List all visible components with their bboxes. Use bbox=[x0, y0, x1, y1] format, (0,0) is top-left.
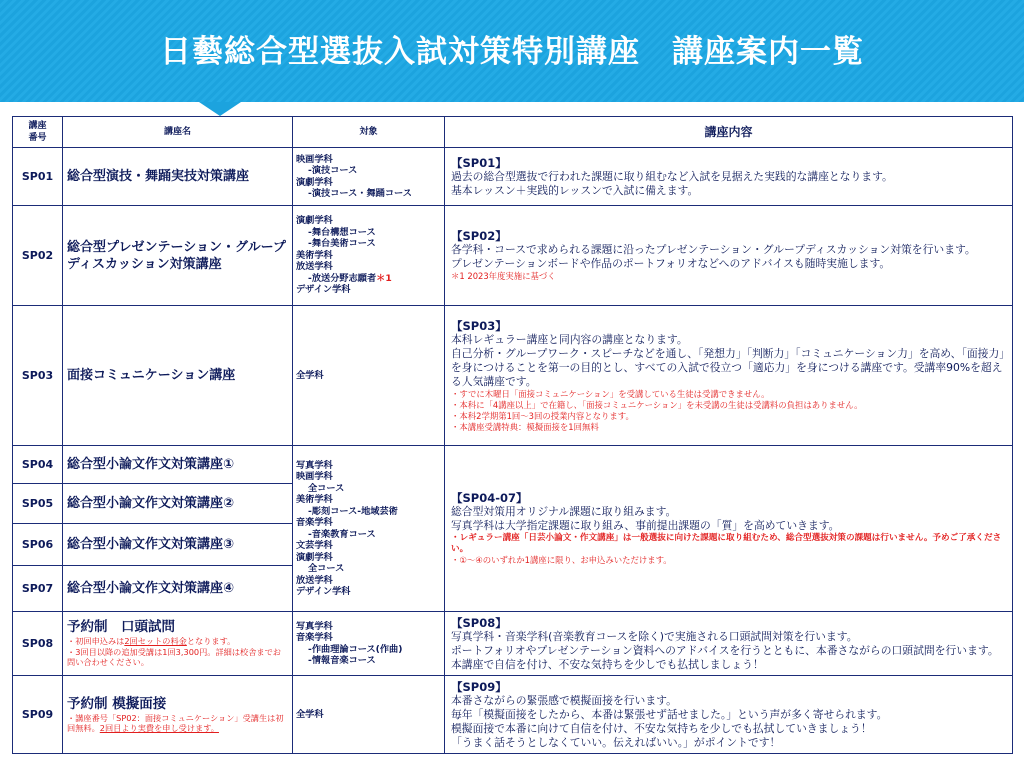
table-row bbox=[13, 446, 1013, 484]
row-name: 総合型プレゼンテーション・グループディスカッション対策講座 bbox=[63, 206, 293, 306]
row-content: 【SP02】 各学科・コースで求められる課題に沿ったプレゼンテーション・グループディスカッション対策を行います。 プレゼンテーションボードや作品のポートフォリオなどへのアドバイスも随時実施します。 ＊1 2023年度実施に基づく bbox=[445, 206, 1013, 306]
table-row bbox=[13, 676, 1013, 754]
row-code: SP05 bbox=[13, 484, 63, 524]
row-name: 総合型小論文作文対策講座④ bbox=[63, 566, 293, 612]
table-row bbox=[13, 612, 1013, 676]
page-title: 日藝総合型選抜入試対策特別講座 講座案内一覧 bbox=[160, 34, 864, 70]
row-code: SP03 bbox=[13, 306, 63, 446]
row-target: 演劇学科 -舞台構想コース -舞台美術コース 美術学科 放送学科 -放送分野志願者＊1 デザイン学科 bbox=[293, 206, 445, 306]
banner-notch-decoration bbox=[199, 102, 241, 116]
row-content: 【SP03】 本科レギュラー講座と同内容の講座となります。 自己分析・グループワーク・スピーチなどを通し、「発想力」「判断力」「コミュニケーション力」を高め、「面接力」を身につけることを第一の目的とし、すべての入試で役立つ「適応力」を身につける講座です。受講率90%を超える人気講座です。 ・すでに木曜日「面接コミュニケーション」を受講している生徒は受講できません。 ・本科に「4講座以上」で在籍し、「面接コミュニケーション」を未受講の生徒は受講料の負担はありません。 ・本科2学期第1回～3回の授業内容となります。 ・本講座受講特典：模擬面接を1回無料 bbox=[445, 306, 1013, 446]
row-name: 予約制 口頭試問 ・初回申込みは2回セットの料金となります。 ・3回目以降の追加受講は1回3,300円。詳細は校舎までお問い合わせください。 bbox=[63, 612, 293, 676]
row-code: SP09 bbox=[13, 676, 63, 754]
row-content: 【SP04-07】 総合型対策用オリジナル課題に取り組みます。 写真学科は大学指定課題に取り組み、事前提出課題の「質」を高めていきます。 ・レギュラー講座「日芸小論文・作文講座」は一般選抜に向けた課題に取り組むため、総合型選抜対策の課題は行いません。予めご了承ください。 ・①～④のいずれか1講座に限り、お申込みいただけます。 bbox=[445, 446, 1013, 612]
row-target: 映画学科 -演技コース 演劇学科 -演技コース・舞踊コース bbox=[293, 148, 445, 206]
header-name: 講座名 bbox=[63, 117, 293, 148]
row-name: 総合型小論文作文対策講座② bbox=[63, 484, 293, 524]
row-target: 写真学科 映画学科 全コース 美術学科 -彫刻コース-地域芸術 音楽学科 -音楽教育コース 文芸学科 演劇学科 全コース 放送学科 デザイン学科 bbox=[293, 446, 445, 612]
row-code: SP01 bbox=[13, 148, 63, 206]
header-content: 講座内容 bbox=[445, 117, 1013, 148]
table-header-row bbox=[13, 117, 1013, 148]
row-code: SP07 bbox=[13, 566, 63, 612]
row-name: 予約制 模擬面接 ・講座番号「SP02：面接コミュニケーション」受講生は初回無料。2回目より実費を申し受けます。 bbox=[63, 676, 293, 754]
table-row bbox=[13, 206, 1013, 306]
table-row bbox=[13, 148, 1013, 206]
row-code: SP08 bbox=[13, 612, 63, 676]
row-name: 総合型演技・舞踊実技対策講座 bbox=[63, 148, 293, 206]
row-code: SP06 bbox=[13, 524, 63, 566]
row-name: 総合型小論文作文対策講座① bbox=[63, 446, 293, 484]
row-name: 面接コミュニケーション講座 bbox=[63, 306, 293, 446]
row-code: SP04 bbox=[13, 446, 63, 484]
row-content: 【SP08】 写真学科・音楽学科(音楽教育コースを除く)で実施される口頭試問対策を行います。 ポートフォリオやプレゼンテーション資料へのアドバイスを行うとともに、本番さながらの口頭試問を行います。本講座で自信を付け、不安な気持ちを少しでも払拭しましょう！ bbox=[445, 612, 1013, 676]
header-code: 講座 番号 bbox=[13, 117, 63, 148]
row-name: 総合型小論文作文対策講座③ bbox=[63, 524, 293, 566]
row-target: 全学科 bbox=[293, 676, 445, 754]
course-table bbox=[12, 116, 1013, 754]
row-content: 【SP09】 本番さながらの緊張感で模擬面接を行います。 毎年「模擬面接をしたから、本番は緊張せず話せました。」という声が多く寄せられます。 模擬面接で本番に向けて自信を付け、不安な気持ちを少しでも払拭していきましょう！ 「うまく話そうとしなくていい。伝えればいい。」がポイントです！ bbox=[445, 676, 1013, 754]
header-target: 対象 bbox=[293, 117, 445, 148]
row-target: 全学科 bbox=[293, 306, 445, 446]
table-row bbox=[13, 306, 1013, 446]
row-code: SP02 bbox=[13, 206, 63, 306]
row-target: 写真学科 音楽学科 -作曲理論コース(作曲) -情報音楽コース bbox=[293, 612, 445, 676]
header-banner bbox=[0, 0, 1024, 102]
row-content: 【SP01】 過去の総合型選抜で行われた課題に取り組むなど入試を見据えた実践的な講座となります。 基本レッスン＋実践的レッスンで入試に備えます。 bbox=[445, 148, 1013, 206]
